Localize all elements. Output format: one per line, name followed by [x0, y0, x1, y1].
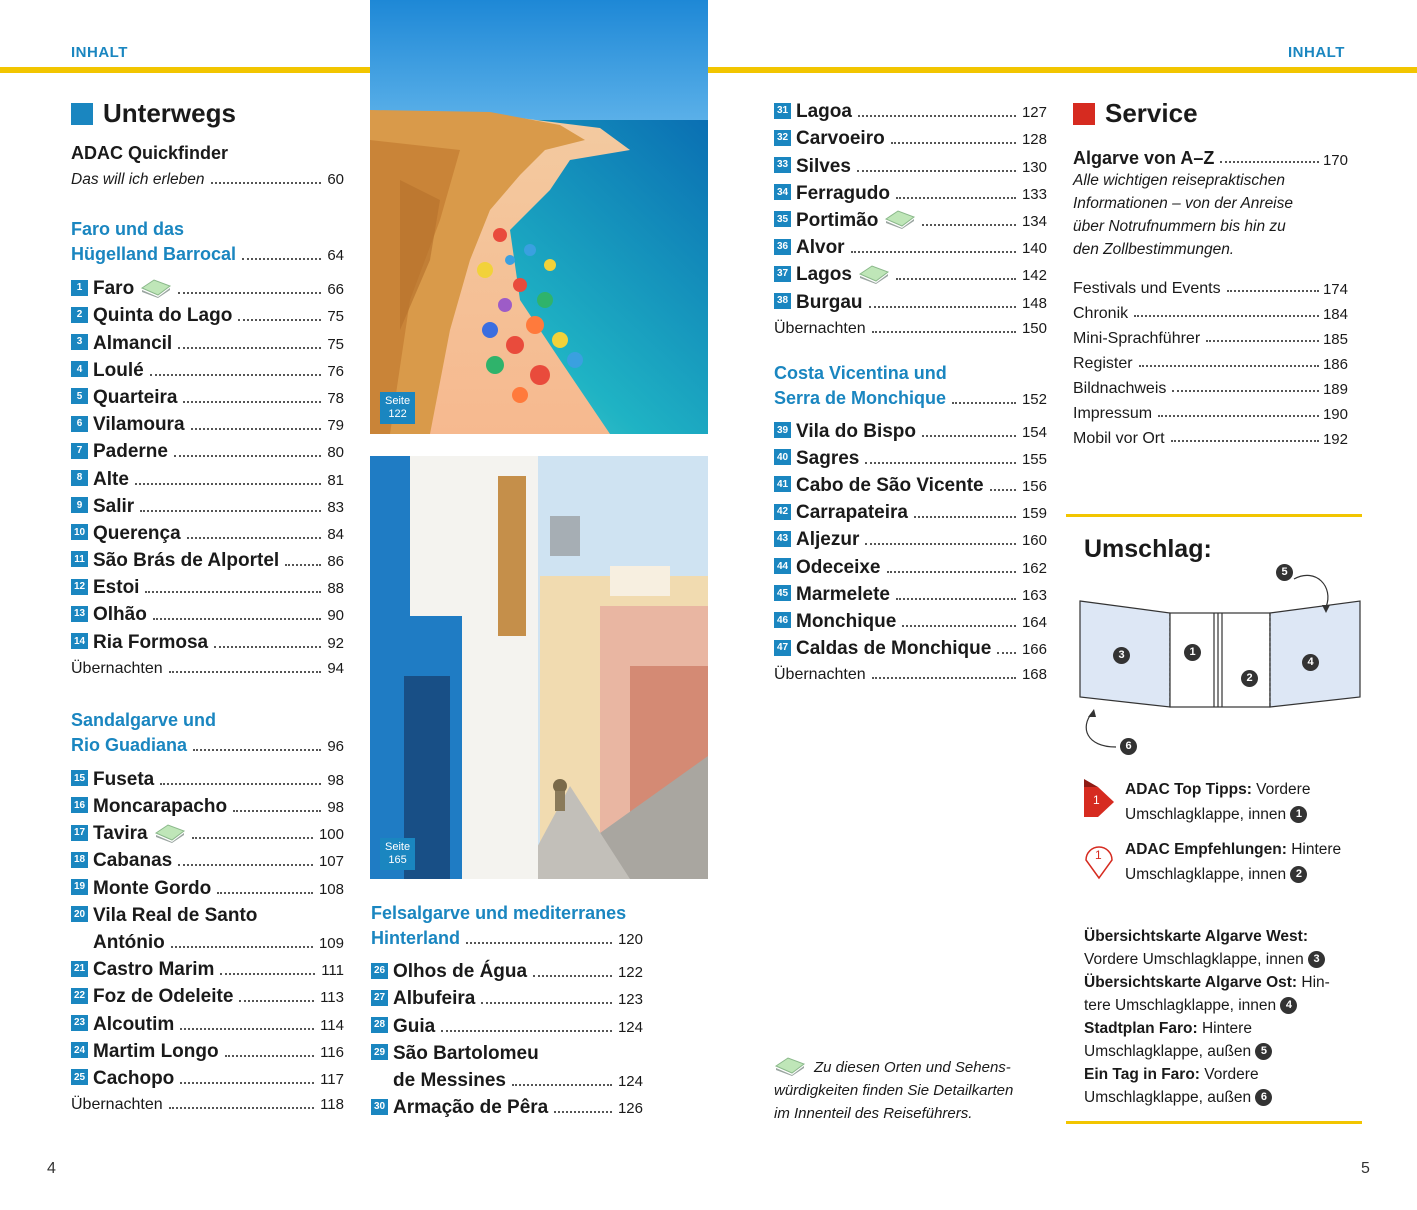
cover-map-entry: Übersichtskarte Algarve West: Vordere Umschlagklappe, innen 3 — [1084, 925, 1359, 971]
entry-number: 28 — [371, 1017, 388, 1033]
toc-entry[interactable] — [71, 792, 344, 819]
street-photo-image — [370, 456, 708, 879]
toc-entry[interactable] — [71, 519, 344, 546]
entry-number: 34 — [774, 184, 791, 200]
entry-number: 45 — [774, 585, 791, 601]
entry-name: de Messines — [393, 1069, 506, 1091]
service-entry[interactable] — [1073, 323, 1348, 348]
uebernachten-row[interactable]: Übernachten 118 — [71, 1095, 344, 1113]
entry-number: 43 — [774, 531, 791, 547]
felsalgarve-column — [371, 901, 643, 1120]
entry-page: 76 — [327, 362, 344, 380]
beach-photo-image — [370, 0, 708, 434]
entry-page: 113 — [320, 989, 344, 1007]
entry-page: 108 — [318, 880, 344, 898]
toc-entry[interactable] — [71, 1064, 344, 1091]
entry-name: Salir — [93, 495, 135, 517]
service-entry-label: Chronik — [1073, 305, 1129, 322]
entry-number: 37 — [774, 266, 791, 282]
toc-entry[interactable] — [71, 955, 344, 982]
entry-page: 117 — [320, 1070, 344, 1088]
entry-name: Armação de Pêra — [393, 1097, 549, 1119]
header-left: INHALT — [71, 44, 128, 61]
detail-map-icon — [774, 1056, 806, 1076]
entry-number: 39 — [774, 422, 791, 438]
toc-entry[interactable] — [774, 607, 1047, 634]
entry-number: 29 — [371, 1044, 388, 1060]
toc-entry[interactable] — [774, 151, 1047, 178]
entry-number: 21 — [71, 961, 88, 977]
entry-number: 12 — [71, 579, 88, 595]
entry-number: 33 — [774, 157, 791, 173]
entry-page: 163 — [1021, 586, 1047, 604]
entry-number: 42 — [774, 504, 791, 520]
service-entry-label: Festivals und Events — [1073, 280, 1221, 297]
entry-page: 109 — [318, 934, 344, 952]
entry-number: 1 — [71, 280, 88, 296]
toc-entry[interactable] — [71, 301, 344, 328]
toc-entry[interactable] — [71, 901, 344, 928]
entry-number: 47 — [774, 640, 791, 656]
entry-number: 32 — [774, 130, 791, 146]
entry-number: 18 — [71, 852, 88, 868]
entry-number: 8 — [71, 470, 88, 486]
cover-map-entry: Ein Tag in Faro: Vordere Umschlagklappe, außen 6 — [1084, 1063, 1359, 1109]
service-list — [1073, 273, 1348, 448]
toc-entry[interactable] — [71, 437, 344, 464]
entry-name: Vilamoura — [93, 414, 185, 436]
entry-page: 75 — [327, 308, 344, 326]
entry-name: Vila Real de Santo — [93, 904, 258, 926]
entry-page: 127 — [1021, 104, 1047, 122]
toc-entry[interactable] — [774, 525, 1047, 552]
toc-entry[interactable] — [71, 573, 344, 600]
entry-page: 75 — [327, 335, 344, 353]
entry-number: 36 — [774, 239, 791, 255]
service-entry-page: 174 — [1322, 281, 1348, 298]
toc-entry[interactable] — [71, 765, 344, 792]
entry-page: 126 — [617, 1100, 643, 1118]
toc-entry[interactable] — [71, 600, 344, 627]
entry-name: Quinta do Lago — [93, 305, 233, 327]
entry-page: 80 — [327, 444, 344, 462]
entry-number: 25 — [71, 1069, 88, 1085]
toc-entry[interactable] — [774, 444, 1047, 471]
service-column — [1073, 98, 1348, 448]
top-tipps-legend: 1 ADAC Top Tipps: Vordere Umschlagklappe, innen 1 — [1084, 777, 1354, 827]
entry-name: Monte Gordo — [93, 877, 212, 899]
service-entry-label: Register — [1073, 355, 1133, 372]
entry-name: Lagoa — [796, 101, 852, 123]
entry-number: 14 — [71, 633, 88, 649]
entry-number: 10 — [71, 524, 88, 540]
toc-entry[interactable] — [71, 846, 344, 873]
entry-name: Faro — [93, 278, 135, 300]
toc-entry[interactable] — [71, 274, 344, 301]
entry-name: Lagos — [796, 264, 852, 286]
service-title: Service — [1073, 98, 1348, 129]
service-entry-page: 186 — [1322, 356, 1348, 373]
entry-name: Ferragudo — [796, 182, 890, 204]
toc-entry[interactable] — [774, 417, 1047, 444]
list-faro — [71, 274, 344, 655]
entry-name: Paderne — [93, 441, 168, 463]
entry-page: 83 — [327, 498, 344, 516]
toc-entry[interactable] — [774, 97, 1047, 124]
entry-number: 2 — [71, 307, 88, 323]
entry-page: 148 — [1021, 294, 1047, 312]
entry-page: 166 — [1021, 641, 1047, 659]
entry-name: Almancil — [93, 332, 173, 354]
toc-entry[interactable] — [774, 260, 1047, 287]
entry-number: 44 — [774, 558, 791, 574]
entry-name: Alte — [93, 468, 129, 490]
entry-number: 30 — [371, 1099, 388, 1115]
entry-page: 114 — [320, 1016, 344, 1034]
uebernachten-row[interactable]: Übernachten 94 — [71, 659, 344, 677]
entry-page: 123 — [617, 991, 643, 1009]
entry-page: 98 — [327, 771, 344, 789]
entry-number: 7 — [71, 443, 88, 459]
page-badge: Seite 165 — [380, 838, 415, 870]
west-column — [774, 97, 1047, 686]
entry-page: 78 — [327, 389, 344, 407]
toc-entry[interactable] — [71, 819, 344, 846]
red-square-icon — [1073, 103, 1095, 125]
toc-entry[interactable] — [71, 492, 344, 519]
entry-number: 20 — [71, 906, 88, 922]
service-entry[interactable] — [1073, 398, 1348, 423]
service-entry-label: Mini-Sprachführer — [1073, 330, 1201, 347]
entry-page: 164 — [1021, 614, 1047, 631]
service-entry-page: 192 — [1322, 431, 1348, 448]
entry-name: Martim Longo — [93, 1040, 219, 1062]
toc-entry[interactable] — [71, 627, 344, 654]
service-entry-page: 185 — [1322, 331, 1348, 348]
cover-marker-4: 4 — [1302, 654, 1319, 671]
entry-name: Alcoutim — [93, 1013, 175, 1035]
entry-number: 19 — [71, 879, 88, 895]
entry-number: 13 — [71, 606, 88, 622]
entry-page: 79 — [327, 417, 344, 435]
entry-name: Tavira — [93, 823, 148, 845]
entry-name: Olhão — [93, 604, 147, 626]
entry-page: 134 — [1021, 212, 1047, 230]
entry-name: Cachopo — [93, 1067, 175, 1089]
entry-number: 22 — [71, 988, 88, 1004]
entry-page: 140 — [1021, 240, 1047, 258]
entry-number: 35 — [774, 211, 791, 227]
entry-page: 86 — [327, 553, 344, 571]
entry-name: São Brás de Alportel — [93, 550, 280, 572]
map-note: Zu diesen Orten und Sehens- würdigkeiten finden Sie Detailkarten im Innenteil des Reiseführers. — [774, 1056, 1044, 1125]
cover-number-badge: 6 — [1255, 1089, 1272, 1106]
entry-page: 122 — [617, 964, 643, 982]
entry-number: 6 — [71, 416, 88, 432]
beach-photo — [370, 0, 708, 434]
uebernachten-row[interactable]: Übernachten 168 — [774, 666, 1047, 684]
service-entry-page: 184 — [1322, 306, 1348, 323]
umschlag-box — [1066, 514, 1362, 1124]
toc-entry[interactable] — [71, 1009, 344, 1036]
toc-entry[interactable] — [774, 580, 1047, 607]
entry-name: Quarteira — [93, 386, 178, 408]
list-west — [774, 97, 1047, 315]
toc-entry[interactable] — [371, 1093, 643, 1120]
entry-number: 38 — [774, 293, 791, 309]
cover-map-entry: Stadtplan Faro: Hintere Umschlagklappe, außen 5 — [1084, 1017, 1359, 1063]
region-faro[interactable]: Faro und das Hügelland Barrocal 64 — [71, 219, 344, 264]
toc-entry[interactable] — [371, 1011, 643, 1038]
entry-name: Carrapateira — [796, 502, 908, 524]
toc-entry[interactable] — [71, 464, 344, 491]
toc-entry[interactable] — [371, 984, 643, 1011]
entry-number: 9 — [71, 497, 88, 513]
list-felsalgarve — [371, 957, 643, 1120]
cover-marker-1: 1 — [1184, 644, 1201, 661]
service-entry[interactable] — [1073, 348, 1348, 373]
entry-page: 107 — [318, 853, 344, 871]
service-entry-page: 190 — [1322, 406, 1348, 423]
entry-name: Aljezur — [796, 529, 860, 551]
toc-entry[interactable] — [774, 634, 1047, 661]
cover-number-badge: 4 — [1280, 997, 1297, 1014]
quickfinder-title[interactable]: ADAC Quickfinder — [71, 143, 229, 163]
toc-entry[interactable] — [71, 383, 344, 410]
service-entry-label: Mobil vor Ort — [1073, 430, 1165, 447]
toc-entry[interactable] — [774, 287, 1047, 314]
uebernachten-row[interactable]: Übernachten 150 — [774, 319, 1047, 337]
cover-number-badge: 3 — [1308, 951, 1325, 968]
entry-page: 128 — [1021, 131, 1047, 149]
entry-number: 26 — [371, 963, 388, 979]
service-entry[interactable] — [1073, 298, 1348, 323]
service-entry-label: Impressum — [1073, 405, 1153, 422]
service-entry[interactable] — [1073, 373, 1348, 398]
entry-name: Carvoeiro — [796, 128, 885, 150]
header-right: INHALT — [1288, 44, 1345, 61]
toc-entry[interactable] — [71, 1037, 344, 1064]
entry-number: 3 — [71, 334, 88, 350]
page-badge: Seite 122 — [380, 392, 415, 424]
entry-page: 154 — [1021, 423, 1047, 441]
header-rule-left — [0, 67, 370, 73]
street-photo — [370, 456, 708, 879]
entry-name: Foz de Odeleite — [93, 986, 234, 1008]
entry-name: Caldas de Monchique — [796, 638, 992, 660]
region-sandalgarve[interactable]: Sandalgarve und Rio Guadiana 96 — [71, 709, 344, 755]
cover-number-badge: 5 — [1255, 1043, 1272, 1060]
entry-number: 23 — [71, 1015, 88, 1031]
detail-map-icon — [140, 278, 172, 298]
service-entry[interactable] — [1073, 273, 1348, 298]
toc-entry[interactable] — [774, 124, 1047, 151]
toc-entry[interactable] — [71, 928, 344, 955]
detail-map-icon — [858, 264, 890, 284]
entry-number: 40 — [774, 449, 791, 465]
entry-page: 88 — [327, 580, 344, 598]
entry-number: 5 — [71, 388, 88, 404]
entry-page: 142 — [1021, 267, 1047, 285]
region-felsalgarve[interactable]: Felsalgarve und mediterranes Hinterland 120 — [371, 903, 643, 948]
az-description: Alle wichtigen reisepraktischen Informationen – von der Anreise über Notrufnummern bis hin zu den Zollbestimmungen. — [1073, 172, 1293, 258]
entry-name: Albufeira — [393, 988, 476, 1010]
entry-page: 100 — [318, 826, 344, 844]
entry-page: 124 — [617, 1018, 643, 1036]
entry-number: 41 — [774, 476, 791, 492]
entry-name: Estoi — [93, 577, 140, 599]
cover-marker-2: 2 — [1241, 670, 1258, 687]
toc-entry[interactable] — [71, 873, 344, 900]
toc-entry[interactable] — [71, 982, 344, 1009]
entry-page: 130 — [1021, 158, 1047, 176]
entry-name: Odeceixe — [796, 556, 881, 578]
entry-name: Loulé — [93, 359, 144, 381]
entry-name: Olhos de Água — [393, 961, 528, 983]
toc-entry[interactable] — [774, 471, 1047, 498]
entry-page: 160 — [1021, 532, 1047, 550]
cover-map-entry: Übersichtskarte Algarve Ost: Hin- tere Umschlagklappe, innen 4 — [1084, 974, 1330, 1014]
entry-name: Portimão — [796, 209, 879, 231]
toc-entry[interactable] — [774, 498, 1047, 525]
list-sandalgarve — [71, 765, 344, 1091]
entry-number: 27 — [371, 990, 388, 1006]
entry-name: Silves — [796, 155, 851, 177]
cover-marker-5: 5 — [1276, 564, 1293, 581]
entry-page: 111 — [321, 962, 344, 980]
detail-map-icon — [154, 823, 186, 843]
entry-page: 98 — [327, 799, 344, 816]
entry-name: Ria Formosa — [93, 631, 209, 653]
entry-page: 162 — [1021, 559, 1047, 577]
cover-marker-6: 6 — [1120, 738, 1137, 755]
umschlag-title: Umschlag: — [1084, 535, 1212, 563]
toc-entry[interactable] — [774, 552, 1047, 579]
entry-name: Guia — [393, 1015, 436, 1037]
entry-page: 159 — [1021, 505, 1047, 523]
entry-name: Querença — [93, 522, 181, 544]
toc-entry[interactable] — [774, 233, 1047, 260]
service-entry-label: Bildnachweis — [1073, 380, 1167, 397]
unterwegs-title: Unterwegs — [71, 98, 344, 129]
toc-entry[interactable] — [774, 179, 1047, 206]
page-number-right: 5 — [1361, 1160, 1370, 1177]
empfehlungen-legend: 1 ADAC Empfehlungen: Hintere Umschlagklappe, innen 2 — [1084, 837, 1354, 887]
toc-entry[interactable] — [71, 410, 344, 437]
toc-entry[interactable] — [371, 957, 643, 984]
toc-entry[interactable] — [371, 1039, 643, 1066]
entry-name: Moncarapacho — [93, 796, 228, 817]
entry-number: 11 — [71, 551, 88, 567]
service-entry[interactable] — [1073, 423, 1348, 448]
page-number-left: 4 — [47, 1160, 56, 1177]
list-costa-vicentina — [774, 417, 1047, 662]
entry-page: 90 — [327, 607, 344, 625]
cover-marker-3: 3 — [1113, 647, 1130, 664]
toc-entry[interactable] — [774, 206, 1047, 233]
az-row[interactable]: Algarve von A–Z 170 — [1073, 148, 1348, 169]
entry-name: Cabo de São Vicente — [796, 475, 984, 497]
entry-page: 84 — [327, 525, 344, 543]
entry-page: 81 — [327, 471, 344, 489]
entry-name: Marmelete — [796, 583, 890, 605]
entry-number: 24 — [71, 1042, 88, 1058]
toc-entry[interactable] — [371, 1066, 643, 1093]
toc-entry[interactable] — [71, 546, 344, 573]
entry-number: 17 — [71, 825, 88, 841]
cover-maps-list — [1084, 925, 1359, 1109]
entry-name: Vila do Bispo — [796, 420, 917, 442]
entry-page: 66 — [327, 281, 344, 299]
toc-entry[interactable] — [71, 356, 344, 383]
entry-name: António — [93, 931, 165, 953]
entry-page: 116 — [320, 1043, 344, 1061]
toc-entry[interactable] — [71, 328, 344, 355]
entry-page: 124 — [617, 1072, 643, 1090]
entry-page: 133 — [1021, 185, 1047, 203]
entry-name: Burgau — [796, 291, 863, 313]
service-entry-page: 189 — [1322, 381, 1348, 398]
entry-number: 4 — [71, 361, 88, 377]
entry-number — [371, 1071, 388, 1087]
entry-name: Cabanas — [93, 850, 173, 872]
entry-page: 156 — [1021, 478, 1047, 496]
entry-number: 16 — [71, 797, 88, 813]
entry-name: Fuseta — [93, 768, 155, 790]
quickfinder-row[interactable]: Das will ich erleben 60 — [71, 171, 344, 188]
region-costa-vicentina[interactable]: Costa Vicentina und Serra de Monchique 152 — [774, 362, 1047, 408]
entry-name: Alvor — [796, 237, 845, 259]
entry-name: Monchique — [796, 611, 897, 632]
entry-number — [71, 933, 88, 949]
detail-map-icon — [884, 209, 916, 229]
entry-name: Castro Marim — [93, 959, 215, 981]
unterwegs-column — [71, 98, 344, 1116]
entry-name: São Bartolomeu — [393, 1042, 539, 1064]
header-rule-right — [708, 67, 1417, 73]
entry-number: 46 — [774, 612, 791, 628]
entry-name: Sagres — [796, 447, 860, 469]
entry-number: 15 — [71, 770, 88, 786]
cover-diagram — [1066, 557, 1362, 787]
entry-page: 155 — [1021, 450, 1047, 468]
entry-number: 31 — [774, 103, 791, 119]
entry-page: 92 — [327, 634, 344, 652]
blue-square-icon — [71, 103, 93, 125]
